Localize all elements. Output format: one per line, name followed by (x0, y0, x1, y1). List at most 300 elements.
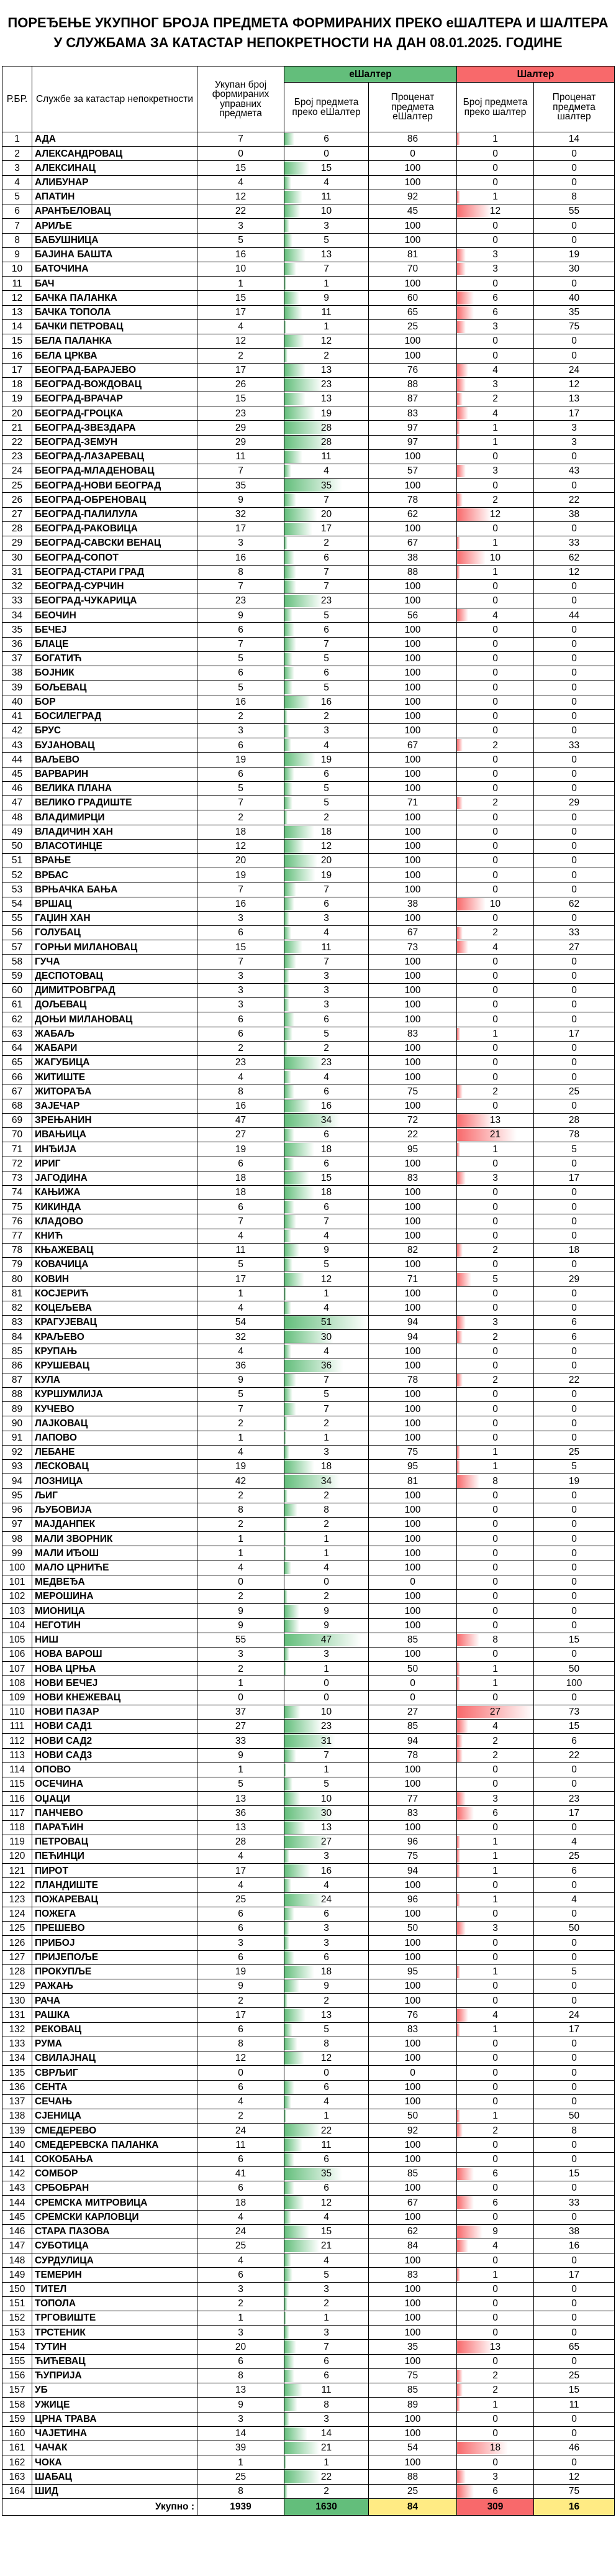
cell-value: БУЈАНОВАЦ (35, 740, 95, 751)
cell-e-count (284, 637, 369, 651)
cell-e-pct (369, 2441, 457, 2455)
eshalter-data-bar (284, 162, 309, 174)
cell-s-count (457, 1344, 534, 1359)
table-row (2, 2455, 615, 2470)
cell-value: 0 (492, 1951, 498, 1963)
eshalter-data-bar (284, 927, 291, 939)
table-row (2, 608, 615, 623)
cell-value: 6 (238, 2153, 243, 2165)
cell-s-count (457, 1964, 534, 1979)
cell-no (2, 2253, 32, 2268)
cell-value: 14 (320, 2428, 332, 2439)
shalter-data-bar (457, 1634, 479, 1646)
cell-value: 50 (407, 2111, 419, 2122)
cell-no (2, 723, 32, 738)
cell-value: 13 (320, 393, 332, 405)
cell-e-pct (369, 507, 457, 521)
header-group-shalter: Шалтер (457, 66, 615, 83)
cell-value: 88 (407, 379, 419, 390)
cell-value: 18 (320, 1461, 332, 1472)
cell-s-pct (534, 1113, 615, 1127)
cell-value: 2 (238, 1519, 243, 1530)
cell-value: 42 (11, 725, 23, 736)
cell-value: 2 (492, 1245, 498, 1256)
cell-name (32, 897, 197, 911)
cell-s-pct (534, 1229, 615, 1243)
cell-value: 45 (407, 206, 419, 217)
cell-no (2, 1185, 32, 1199)
cell-e-pct (369, 1792, 457, 1806)
cell-value: 130 (9, 1995, 25, 2006)
cell-e-count (284, 681, 369, 695)
cell-s-pct (534, 666, 615, 681)
cell-value: 1 (492, 1144, 498, 1155)
cell-no (2, 1315, 32, 1329)
cell-value: 0 (492, 696, 498, 707)
cell-value: 0 (571, 1014, 577, 1025)
cell-e-count (284, 190, 369, 204)
cell-value: 83 (11, 1317, 23, 1328)
cell-total (197, 1431, 284, 1445)
cell-e-pct (369, 2239, 457, 2253)
cell-e-pct (369, 1157, 457, 1171)
eshalter-data-bar (284, 2038, 297, 2050)
cell-e-pct (369, 1922, 457, 1936)
table-row (2, 2166, 615, 2181)
cell-value: 100 (404, 1951, 421, 1963)
cell-value: 0 (492, 1591, 498, 1602)
cell-value: 16 (320, 1101, 332, 1112)
cell-name (32, 1503, 197, 1517)
eshalter-data-bar (284, 739, 291, 751)
cell-value: 6 (238, 1014, 243, 1025)
cell-value: 23 (568, 1793, 580, 1804)
eshalter-data-bar (284, 609, 292, 621)
cell-e-count (284, 2441, 369, 2455)
cell-value: 0 (571, 2298, 577, 2309)
table-row (2, 190, 615, 204)
cell-value: БЕЛА ЦРКВА (35, 350, 97, 361)
cell-e-count (284, 1027, 369, 1041)
cell-value: 11 (321, 451, 332, 462)
cell-value: 0 (492, 523, 498, 534)
shalter-data-bar (457, 249, 466, 261)
eshalter-data-bar (284, 1620, 299, 1632)
cell-s-pct (534, 1878, 615, 1892)
cell-value: 100 (404, 1216, 421, 1227)
table-row (2, 1503, 615, 1517)
cell-value: 33 (235, 1735, 247, 1746)
cell-value: 100 (404, 985, 421, 996)
cell-s-pct (534, 2470, 615, 2484)
cell-value: 13 (320, 364, 332, 375)
cell-value: 17 (568, 1028, 580, 1039)
cell-no (2, 291, 32, 305)
cell-value: 7 (238, 581, 243, 592)
cell-no (2, 810, 32, 825)
cell-value: 12 (489, 206, 501, 217)
cell-value: 48 (11, 812, 23, 823)
eshalter-data-bar (284, 710, 288, 723)
cell-value: 9 (324, 1620, 329, 1631)
cell-value: 0 (492, 480, 498, 491)
cell-no (2, 651, 32, 666)
cell-s-count (457, 1950, 534, 1964)
eshalter-data-bar (284, 1215, 296, 1227)
cell-e-pct (369, 1734, 457, 1748)
table-row (2, 2470, 615, 2484)
cell-s-pct (534, 1907, 615, 1921)
cell-s-pct (534, 969, 615, 983)
cell-name (32, 666, 197, 681)
cell-no (2, 363, 32, 377)
cell-s-pct (534, 579, 615, 594)
cell-value: КУЧЕВО (35, 1403, 75, 1414)
cell-no (2, 1359, 32, 1373)
cell-value: 0 (492, 1288, 498, 1299)
table-row (2, 1964, 615, 1979)
cell-no (2, 392, 32, 406)
cell-value: СОМБОР (35, 2168, 78, 2180)
cell-e-pct (369, 190, 457, 204)
cell-value: 12 (235, 191, 247, 203)
cell-value: 11 (321, 942, 332, 953)
cell-e-pct (369, 969, 457, 983)
cell-value: 100 (404, 1822, 421, 1833)
cell-name (32, 1561, 197, 1575)
cell-value: 4 (238, 1071, 243, 1083)
eshalter-data-bar (284, 1518, 288, 1531)
cell-value: 6 (238, 2183, 243, 2194)
cell-e-pct (369, 1171, 457, 1185)
cell-total (197, 1820, 284, 1835)
cell-s-pct (534, 479, 615, 493)
cell-value: 12 (235, 2053, 247, 2064)
shalter-data-bar (457, 2268, 460, 2281)
cell-s-pct (534, 291, 615, 305)
table-row (2, 1315, 615, 1329)
eshalter-data-bar (284, 898, 294, 910)
table-row (2, 1142, 615, 1157)
table-row (2, 723, 615, 738)
cell-value: 0 (492, 1562, 498, 1574)
table-row (2, 955, 615, 969)
cell-e-pct (369, 1907, 457, 1921)
cell-value: 84 (407, 2240, 419, 2252)
cell-name (32, 796, 197, 810)
cell-value: БАБУШНИЦА (35, 234, 99, 245)
cell-s-count (457, 479, 534, 493)
cell-s-count (457, 2181, 534, 2196)
cell-value: 73 (568, 1707, 580, 1718)
cell-e-count (284, 2268, 369, 2282)
cell-value: 1 (324, 1663, 329, 1674)
cell-e-count (284, 377, 369, 392)
eshalter-data-bar (284, 1648, 289, 1661)
cell-value: 67 (11, 1086, 23, 1097)
cell-value: 2 (324, 1995, 329, 2006)
shalter-data-bar (457, 407, 468, 419)
eshalter-data-bar (284, 970, 289, 983)
cell-s-pct (534, 1373, 615, 1387)
eshalter-data-bar (284, 1605, 299, 1617)
cell-s-count (457, 1979, 534, 1994)
cell-s-count (457, 1561, 534, 1575)
cell-value: 75 (407, 1851, 419, 1862)
eshalter-data-bar (284, 768, 294, 781)
header-total: Укупан број формираних управних предмета (197, 66, 284, 132)
cell-value: 100 (404, 999, 421, 1011)
cell-e-pct (369, 1604, 457, 1618)
cell-s-pct (534, 1142, 615, 1157)
cell-s-count (457, 2224, 534, 2239)
cell-value: 0 (571, 2139, 577, 2150)
cell-value: КОСЈЕРИЋ (35, 1288, 89, 1299)
eshalter-data-bar (284, 2110, 286, 2122)
cell-value: 0 (571, 1043, 577, 1054)
cell-value: 5 (571, 1461, 577, 1472)
cell-s-pct (534, 1864, 615, 1878)
cell-name (32, 190, 197, 204)
cell-value: 2 (492, 2370, 498, 2381)
cell-total (197, 1056, 284, 1070)
cell-e-pct (369, 709, 457, 723)
cell-s-pct (534, 2398, 615, 2412)
cell-no (2, 219, 32, 233)
cell-value: 6 (238, 624, 243, 635)
cell-value: 100 (404, 1620, 421, 1631)
cell-value: 0 (492, 1057, 498, 1068)
cell-name (32, 1344, 197, 1359)
cell-e-count (284, 796, 369, 810)
cell-total (197, 1705, 284, 1719)
cell-value: 1 (238, 2457, 243, 2468)
cell-e-pct (369, 623, 457, 637)
cell-value: 3 (324, 1649, 329, 1660)
cell-name (32, 2138, 197, 2152)
cell-total (197, 1892, 284, 1907)
cell-value: 3 (492, 321, 498, 332)
cell-value: 25 (235, 1894, 247, 1905)
eshalter-data-bar (284, 2196, 304, 2209)
cell-value: СРБОБРАН (35, 2183, 89, 2194)
cell-no (2, 1171, 32, 1185)
cell-total (197, 421, 284, 435)
table-row (2, 2239, 615, 2253)
cell-name (32, 464, 197, 479)
table-row (2, 277, 615, 291)
table-body (2, 132, 615, 2499)
cell-value: 100 (404, 1879, 421, 1891)
cell-s-count (457, 955, 534, 969)
cell-value: 100 (404, 1389, 421, 1400)
cell-e-count (284, 175, 369, 190)
cell-s-pct (534, 2326, 615, 2340)
cell-value: 32 (235, 509, 247, 520)
eshalter-data-bar (284, 378, 322, 391)
cell-no (2, 2094, 32, 2109)
cell-value: 7 (324, 2341, 329, 2352)
cell-value: ТРСТЕНИК (35, 2327, 86, 2338)
cell-value: 126 (9, 1937, 25, 1948)
cell-s-count (457, 1402, 534, 1416)
cell-value: 22 (568, 1375, 580, 1386)
cell-s-count (457, 738, 534, 753)
cell-value: ВЕЛИКО ГРАДИШТЕ (35, 797, 132, 809)
cell-value: 160 (9, 2428, 25, 2439)
cell-value: 13 (320, 249, 332, 260)
cell-value: 28 (235, 1836, 247, 1848)
cell-value: 100 (404, 2038, 421, 2050)
cell-value: 100 (404, 855, 421, 866)
cell-value: 3 (238, 2283, 243, 2294)
cell-value: 62 (407, 509, 419, 520)
cell-name (32, 1214, 197, 1229)
table-row (2, 1171, 615, 1185)
cell-value: 15 (568, 2385, 580, 2396)
cell-value: 0 (571, 1403, 577, 1414)
cell-value: 62 (11, 1014, 23, 1025)
eshalter-data-bar (284, 2225, 309, 2238)
cell-value: 0 (492, 220, 498, 231)
cell-no (2, 1258, 32, 1272)
cell-s-count (457, 551, 534, 565)
cell-name (32, 2181, 197, 2196)
cell-value: МАЛО ЦРНИЋЕ (35, 1562, 109, 1574)
cell-no (2, 521, 32, 536)
cell-value: 100 (404, 2053, 421, 2064)
cell-no (2, 2008, 32, 2022)
table-row (2, 1272, 615, 1286)
cell-e-pct (369, 147, 457, 161)
shalter-data-bar (457, 1662, 460, 1675)
cell-e-pct (369, 1142, 457, 1157)
eshalter-data-bar (284, 782, 292, 795)
cell-total (197, 464, 284, 479)
cell-value: 4 (238, 2096, 243, 2107)
cell-no (2, 1864, 32, 1878)
eshalter-data-bar (284, 2384, 302, 2396)
cell-name (32, 204, 197, 219)
cell-e-pct (369, 2210, 457, 2224)
cell-e-count (284, 897, 369, 911)
cell-e-pct (369, 2484, 457, 2498)
cell-value: 6 (492, 2197, 498, 2208)
table-row (2, 2253, 615, 2268)
cell-no (2, 1964, 32, 1979)
cell-value: 2 (238, 1490, 243, 1501)
cell-e-pct (369, 1618, 457, 1633)
cell-value: 19 (320, 869, 332, 881)
cell-e-pct (369, 2124, 457, 2138)
cell-value: 0 (571, 581, 577, 592)
cell-value: 100 (404, 1418, 421, 1429)
cell-e-pct (369, 1359, 457, 1373)
cell-s-count (457, 1359, 534, 1373)
cell-value: ВАЉЕВО (35, 754, 79, 765)
cell-value: 0 (492, 278, 498, 289)
cell-no (2, 2368, 32, 2383)
cell-value: 3 (238, 2413, 243, 2424)
cell-no (2, 1142, 32, 1157)
cell-no (2, 1388, 32, 1402)
cell-no (2, 2326, 32, 2340)
cell-s-pct (534, 897, 615, 911)
cell-value: ЧАЈЕТИНА (35, 2428, 88, 2439)
cell-value: 32 (235, 1331, 247, 1342)
table-row (2, 2340, 615, 2354)
cell-value: 6 (238, 768, 243, 779)
cell-total (197, 2282, 284, 2296)
cell-total (197, 2138, 284, 2152)
cell-value: 100 (404, 1909, 421, 1920)
cell-e-count (284, 2066, 369, 2080)
cell-value: 29 (568, 797, 580, 809)
cell-total (197, 1647, 284, 1661)
cell-s-count (457, 1878, 534, 1892)
cell-e-pct (369, 1113, 457, 1127)
cell-value: 0 (492, 2096, 498, 2107)
cell-e-pct (369, 521, 457, 536)
cell-value: БЕОГРАД-МЛАДЕНОВАЦ (35, 465, 155, 477)
cell-name (32, 1445, 197, 1459)
cell-total (197, 1128, 284, 1142)
cell-s-count (457, 2037, 534, 2051)
cell-name (32, 421, 197, 435)
cell-e-count (284, 1171, 369, 1185)
cell-value: 4 (238, 1447, 243, 1458)
cell-value: 111 (9, 1721, 25, 1732)
cell-value: РАЖАЊ (35, 1981, 73, 1992)
cell-value: 103 (9, 1605, 25, 1616)
cell-value: ПЕЋИНЦИ (35, 1851, 84, 1862)
cell-value: СВРЉИГ (35, 2067, 78, 2078)
cell-value: 107 (9, 1663, 25, 1674)
cell-e-count (284, 464, 369, 479)
cell-value: 22 (11, 436, 23, 447)
cell-s-pct (534, 349, 615, 363)
eshalter-data-bar (284, 595, 322, 607)
cell-s-count (457, 319, 534, 334)
cell-total (197, 1070, 284, 1084)
cell-e-pct (369, 377, 457, 392)
cell-e-pct (369, 2196, 457, 2210)
cell-value: СЈЕНИЦА (35, 2111, 82, 2122)
cell-value: 5 (324, 2269, 329, 2280)
cell-value: 100 (404, 1591, 421, 1602)
cell-name (32, 507, 197, 521)
cell-name (32, 1762, 197, 1777)
eshalter-data-bar (284, 2254, 291, 2267)
shalter-data-bar (457, 436, 460, 449)
cell-value: 6 (324, 1951, 329, 1963)
cell-s-pct (534, 2455, 615, 2470)
cell-value: БОСИЛЕГРАД (35, 711, 102, 722)
table-row (2, 2398, 615, 2412)
table-row (2, 1200, 615, 1214)
cell-value: 64 (11, 1043, 23, 1054)
cell-s-pct (534, 1301, 615, 1315)
eshalter-data-bar (284, 1951, 294, 1964)
cell-value: 4 (324, 1879, 329, 1891)
cell-name (32, 1964, 197, 1979)
cell-value: 18 (235, 1187, 247, 1198)
cell-value: 100 (404, 2312, 421, 2324)
cell-s-count (457, 723, 534, 738)
cell-value: 24 (235, 2125, 247, 2136)
eshalter-data-bar (284, 912, 289, 925)
cell-name (32, 637, 197, 651)
